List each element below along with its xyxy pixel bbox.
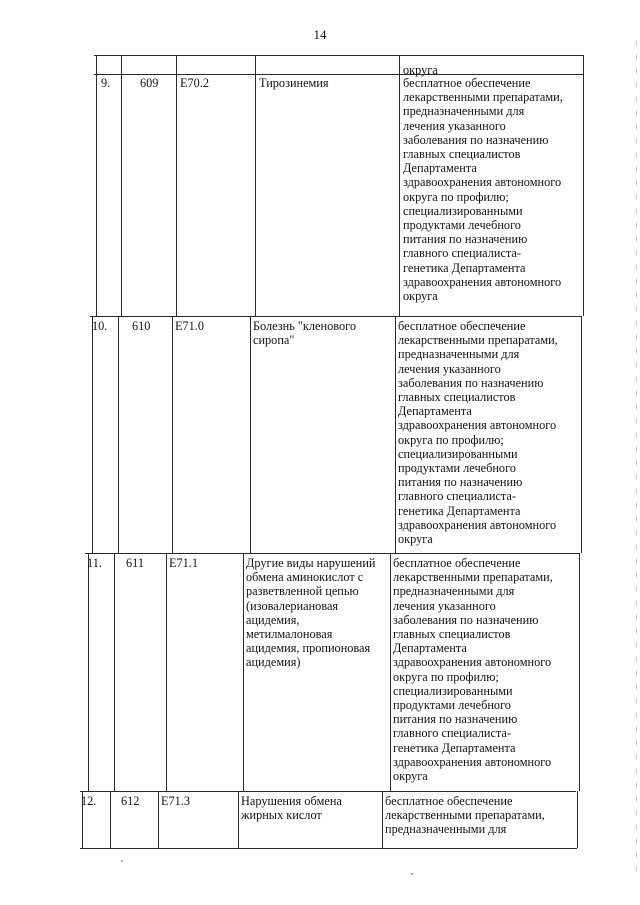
table-rule-1 bbox=[94, 74, 584, 75]
col-icd-border bbox=[172, 316, 173, 553]
col-provision-border bbox=[395, 316, 396, 553]
row-provision-line: главного специалиста- bbox=[403, 246, 521, 261]
col-disease-border bbox=[238, 791, 239, 848]
row-number: 10. bbox=[92, 319, 108, 333]
row-disease-line: Болезнь "кленового bbox=[253, 319, 356, 333]
table-rule-2 bbox=[90, 316, 581, 317]
row-provision-line: бесплатное обеспечение bbox=[393, 556, 521, 570]
col-code-border bbox=[121, 55, 122, 316]
col-icd-border bbox=[158, 791, 159, 848]
col-right-border bbox=[583, 55, 584, 316]
row-disease-line: жирных кислот bbox=[241, 808, 322, 823]
row-provision-line: бесплатное обеспечение bbox=[398, 319, 526, 333]
scan-speck bbox=[411, 873, 413, 875]
row-provision-line: округа bbox=[403, 289, 438, 303]
row-provision-line: бесплатное обеспечение bbox=[403, 76, 531, 90]
row-provision-line: округа по профилю; bbox=[403, 189, 509, 204]
row-disease-line: Нарушения обмена bbox=[241, 794, 342, 808]
col-disease-border bbox=[250, 316, 251, 553]
col-icd-border bbox=[176, 55, 177, 316]
col-left-border bbox=[96, 55, 97, 316]
row-provision-line: лекарственными препаратами, bbox=[393, 570, 553, 585]
row-provision-line: лечения указанного bbox=[393, 598, 496, 613]
row-provision-line: главных специалистов bbox=[393, 627, 511, 641]
row-provision-line: предназначенными для bbox=[385, 822, 507, 837]
row-provision-line: округа bbox=[393, 769, 428, 783]
row-provision-line: округа по профилю; bbox=[398, 432, 504, 447]
row-provision-line: лекарственными препаратами, bbox=[385, 808, 545, 823]
row-provision-line: Департамента bbox=[398, 404, 472, 419]
row-code: 611 bbox=[126, 556, 144, 570]
row-provision-line: генетика Департамента bbox=[403, 260, 526, 275]
row-provision-line: питания по назначению bbox=[393, 712, 518, 727]
row-provision-line: предназначенными для bbox=[403, 104, 525, 119]
row-provision-line: генетика Департамента bbox=[398, 503, 521, 518]
row-provision-line: здравоохранения автономного bbox=[403, 274, 562, 289]
row-provision-line: лечения указанного bbox=[398, 361, 501, 376]
row-provision-line: лекарственными препаратами, bbox=[398, 333, 558, 348]
row-provision-line: здравоохранения автономного bbox=[398, 517, 557, 532]
row-provision-line: главного специалиста- bbox=[398, 489, 516, 504]
row-provision-line: питания по назначению bbox=[398, 475, 523, 490]
col-disease-border bbox=[243, 553, 244, 791]
col-right-border bbox=[581, 316, 582, 553]
col-right-border bbox=[577, 791, 578, 848]
row-provision-line: лекарственными препаратами, bbox=[403, 90, 563, 105]
row-provision-line: здравоохранения автономного bbox=[393, 655, 552, 670]
row-code: 609 bbox=[140, 76, 159, 90]
row-provision-line: округа по профилю; bbox=[393, 669, 499, 684]
row-provision-line: специализированными bbox=[403, 203, 523, 218]
row-provision-line: заболевания по назначению bbox=[403, 132, 549, 147]
row-disease-line: ацидемия) bbox=[246, 655, 301, 670]
row-provision-line: главных специалистов bbox=[403, 147, 521, 161]
row-provision-line: продуктами лечебного bbox=[398, 461, 516, 475]
row-provision-line: здравоохранения автономного bbox=[403, 175, 562, 190]
row-provision-line: главного специалиста- bbox=[393, 726, 511, 741]
col-disease-border bbox=[255, 55, 256, 316]
row-provision-line: предназначенными для bbox=[398, 347, 520, 362]
scan-speck bbox=[121, 860, 123, 862]
row-icd-code: E70.2 bbox=[180, 76, 210, 90]
row-disease-line: Другие виды нарушений bbox=[246, 556, 376, 570]
col-code-border bbox=[110, 791, 111, 848]
row-number: 11. bbox=[87, 556, 102, 570]
row-icd-code: E71.1 bbox=[169, 556, 199, 570]
col-provision-border bbox=[399, 55, 400, 316]
row-disease-line: (изовалериановая bbox=[246, 598, 339, 613]
row-provision-line: продуктами лечебного bbox=[393, 698, 511, 712]
scan-edge-artifact bbox=[636, 40, 637, 880]
row-provision-line: продуктами лечебного bbox=[403, 218, 521, 232]
col-provision-border bbox=[390, 553, 391, 791]
row-disease-line: ацидемия, пропионовая bbox=[246, 641, 371, 656]
carryover-text: округа bbox=[403, 63, 438, 77]
row-provision-line: Департамента bbox=[393, 641, 467, 656]
row-disease-line: ацидемия, bbox=[246, 612, 300, 627]
row-number: 12. bbox=[81, 794, 97, 808]
row-code: 610 bbox=[132, 319, 151, 333]
table-rule-4 bbox=[80, 791, 576, 792]
row-provision-line: генетика Департамента bbox=[393, 740, 516, 755]
row-provision-line: главных специалистов bbox=[398, 390, 516, 404]
row-provision-line: здравоохранения автономного bbox=[398, 418, 557, 433]
row-provision-line: заболевания по назначению bbox=[393, 612, 539, 627]
col-code-border bbox=[118, 316, 119, 553]
row-provision-line: бесплатное обеспечение bbox=[385, 794, 513, 808]
row-provision-line: округа bbox=[398, 532, 433, 546]
col-left-border bbox=[92, 316, 93, 553]
row-provision-line: специализированными bbox=[393, 683, 513, 698]
col-left-border bbox=[88, 553, 89, 791]
col-code-border bbox=[114, 553, 115, 791]
row-provision-line: питания по назначению bbox=[403, 232, 528, 247]
row-icd-code: E71.0 bbox=[175, 319, 205, 333]
row-icd-code: E71.3 bbox=[161, 794, 191, 808]
row-provision-line: специализированными bbox=[398, 446, 518, 461]
row-disease-line: обмена аминокислот с bbox=[246, 570, 364, 585]
page-number: 14 bbox=[313, 27, 327, 42]
col-right-border bbox=[579, 553, 580, 791]
table-rule-5 bbox=[80, 848, 577, 849]
table-rule-3 bbox=[85, 553, 579, 554]
row-disease-line: разветвленной цепью bbox=[246, 584, 359, 599]
row-provision-line: здравоохранения автономного bbox=[393, 754, 552, 769]
row-provision-line: заболевания по назначению bbox=[398, 375, 544, 390]
col-icd-border bbox=[166, 553, 167, 791]
row-provision-line: предназначенными для bbox=[393, 584, 515, 599]
table-rule-0 bbox=[94, 55, 584, 56]
row-code: 612 bbox=[121, 794, 140, 808]
row-disease-line: сиропа" bbox=[253, 333, 295, 348]
row-provision-line: Департамента bbox=[403, 161, 477, 176]
row-number: 9. bbox=[101, 76, 111, 90]
row-provision-line: лечения указанного bbox=[403, 118, 506, 133]
row-disease-line: Тирозинемия bbox=[259, 76, 329, 90]
row-disease-line: метилмалоновая bbox=[246, 627, 333, 641]
col-provision-border bbox=[382, 791, 383, 848]
